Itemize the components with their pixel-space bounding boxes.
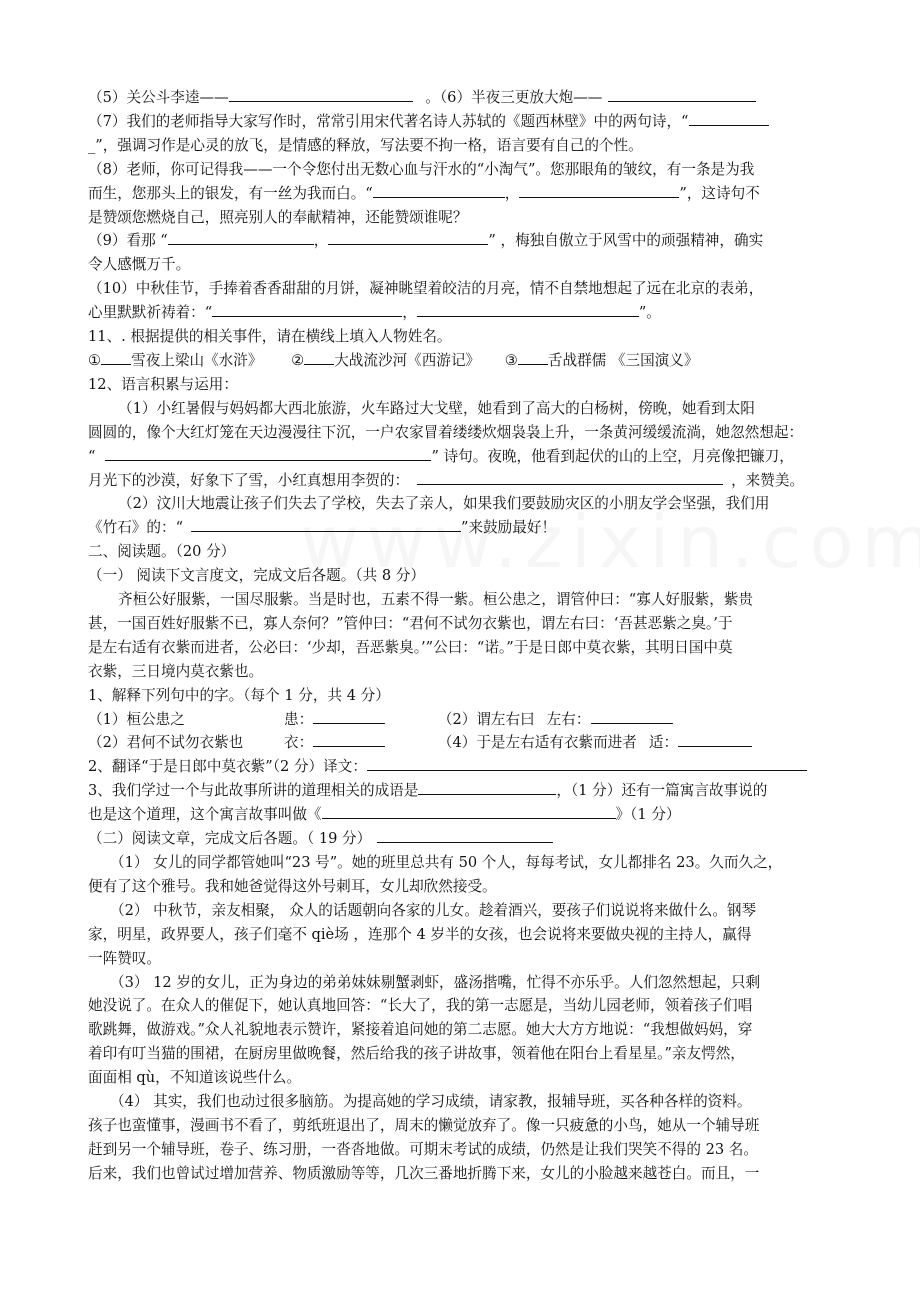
q8-blank-1[interactable]	[373, 183, 505, 198]
question-10-line2	[88, 301, 840, 325]
e1c-key: 衣：	[284, 734, 314, 752]
e3-text-b: 也是这个道理，这个寓言故事叫做《	[88, 806, 322, 824]
q12-2-blank[interactable]	[191, 517, 461, 532]
q5-text: （5）关公斗李逵——	[88, 89, 229, 106]
q8-blank-2[interactable]	[519, 183, 679, 198]
question-11: 11、. 根据提供的相关事件，请在横线上填入人物姓名。	[88, 328, 452, 346]
reading-p2-line3: 一阵赞叹。	[88, 949, 161, 967]
q8-text: 而生，您那头上的银发，有一丝为我而白。“	[88, 184, 373, 202]
question-12: 12、语言积累与运用：	[88, 375, 238, 393]
q7-blank-1[interactable]	[689, 111, 769, 126]
sec2-2-text: （二）阅读文章，完成文后各题。（ 19 分）	[88, 830, 372, 848]
reading-p1-line2: 便有了这个雅号。我和她爸觉得这外号刺耳，女儿却欣然接受。	[88, 877, 497, 895]
q10-text-end: ”。	[638, 304, 661, 322]
question-12-2-line2	[88, 516, 840, 540]
exercise-3-line1	[88, 779, 840, 803]
q10-blank-2[interactable]	[417, 302, 639, 317]
question-12-1-line3	[88, 445, 840, 469]
q12-1-blank-1[interactable]	[105, 446, 431, 461]
e1b-text: （2）谓左右曰	[437, 710, 535, 728]
question-9-line1	[88, 229, 840, 253]
question-12-1-line4	[88, 469, 840, 493]
e3-text-end: ，（1 分）还有一篇寓言故事说的	[556, 782, 768, 800]
section-2-part-1-title: （一） 阅读下文言度文，完成文后各题。（共 8 分）	[88, 567, 425, 585]
question-5-6	[88, 86, 840, 110]
exercise-2	[88, 755, 840, 779]
e1a-key: 患：	[284, 710, 314, 728]
reading-p2-line2: 家，明星，政界要人，孩子们毫不 qiè场 ，连那个 4 岁半的女孩，也会说将来要做央视的主持人，赢得	[88, 925, 752, 943]
q6-blank[interactable]	[608, 87, 756, 102]
q5-blank[interactable]	[229, 87, 413, 102]
q9-comma: ，	[313, 232, 329, 250]
question-7-line1	[88, 110, 840, 134]
classical-text-line3: 是左右适有衣紫而进者，公必曰：‘少却，吾恶紫臭。’”公曰：“诺。”于是日郎中莫衣紫，其明日国中莫	[88, 638, 733, 656]
question-12-1-line1: （1）小红暑假与妈妈都大西北旅游，火车路过大戈壁，她看到了高大的白杨树，傍晚，她看到太阳	[118, 399, 755, 417]
e1a-text: （1）桓公患之	[88, 710, 185, 728]
e1d-blank[interactable]	[678, 732, 752, 747]
q7-blank-2[interactable]: _	[88, 136, 96, 154]
q12-2-text-end: ”来鼓励最好！	[461, 519, 557, 537]
reading-p2-line1: （2） 中秋节，亲友相聚， 众人的话题朝向各家的儿女。趁着酒兴，要孩子们说说将来做什么。钢琴	[110, 901, 757, 919]
q9-blank-1[interactable]	[168, 230, 314, 245]
question-8-line3: 是赞颂您燃烧自己，照亮别人的奉献精神，还能赞颂谁呢？	[88, 208, 468, 226]
reading-p4-line1: （4） 其实，我们也动过很多脑筋。为提高她的学习成绩，请家教，报辅导班，买各种各样的资料。	[110, 1093, 752, 1111]
reading-p3-line3: 歌跳舞，做游戏。”众人礼貌地表示赞许，紧接着追问她的第二志愿。她大大方方地说：“我想做妈妈，穿	[88, 1021, 753, 1039]
classical-text-line1: 齐桓公好服紫，一国尽服紫。当是时也，五素不得一紫。桓公患之，谓管仲曰：“寡人好服紫，紫贵	[118, 591, 753, 609]
e3-blank-2[interactable]	[322, 804, 616, 819]
reading-p4-line2: 孩子也蛮懂事，漫画书不看了，剪纸班退出了，周末的懒觉放弃了。像一只疲惫的小鸟，她从一个辅导班	[88, 1116, 760, 1134]
q11-blank-1[interactable]	[101, 350, 131, 365]
exercise-3-line2	[88, 803, 840, 827]
q7-text-2: ”，强调习作是心灵的放飞，是情感的释放，写法要不拘一格，语言要有自己的个性。	[95, 136, 643, 154]
e3-text: 3、我们学过一个与此故事所讲的道理相关的成语是	[88, 782, 419, 800]
question-9-line2: 令人感慨万千。	[88, 256, 191, 274]
e3-text-b-end: 》（1 分）	[615, 806, 681, 824]
q8-text-end: ”，这诗句不	[679, 184, 760, 202]
q12-2-text: 《竹石》的：“	[88, 519, 184, 537]
q12-1-blank-2[interactable]	[417, 470, 723, 485]
question-12-2-line1: （2）汶川大地震让孩子们失去了学校，失去了亲人，如果我们要鼓励灾区的小朋友学会坚强，我们用	[118, 495, 770, 513]
q11-blank-3[interactable]	[518, 350, 548, 365]
q11-item-3-text: 舌战群儒 《三国演义》	[547, 351, 699, 369]
q6-text: 。（6）半夜三更放大炮——	[425, 89, 603, 106]
q12-1-text-d: 月光下的沙漠，好象下了雪，小红真想用李贺的：	[88, 471, 410, 489]
q9-blank-2[interactable]	[328, 230, 488, 245]
q9-text-end: ” ，梅独自傲立于风雪中的顽强精神，确实	[488, 232, 764, 250]
question-8-line1: （8）老师，你可记得我——一个令您付出无数心血与汗水的“小淘气”。您那眼角的皱纹，有一条是为我	[88, 160, 755, 178]
classical-text-line2: 甚，一国百姓好服紫不已，寡人奈何？”管仲曰：“君何不试勿衣紫也，谓左右曰：‘吾甚恶紫之臭。’于	[88, 614, 733, 632]
reading-p3-line1: （3） 12 岁的女儿，正为身边的弟弟妹妹剔蟹剥虾，盛汤揩嘴，忙得不亦乐乎。人们忽然想起，只剩	[110, 973, 761, 991]
reading-p4-line3: 赶到另一个辅导班，卷子、练习册，一沓沓地做。可期末考试的成绩，仍然是让我们哭笑不得的 23 名。	[88, 1140, 758, 1158]
e1a-blank[interactable]	[313, 709, 385, 724]
q10-comma: ，	[402, 304, 417, 322]
document-page	[88, 86, 840, 1186]
exercise-1-row1	[88, 708, 840, 732]
reading-p1-line1: （1） 女儿的同学都管她叫“23 号”。她的班里总共有 50 个人，每每考试，女儿都排名 23。久而久之，	[110, 854, 783, 871]
q11-item-2-num: ②	[291, 351, 305, 369]
e1b-key: 左右：	[546, 710, 591, 728]
e1c-blank[interactable]	[313, 732, 385, 747]
reading-p3-line2: 她没说了。在众人的催促下，她认真地回答：“长大了，我的第一志愿是，当幼儿园老师，领着孩子们唱	[88, 997, 753, 1015]
e2-text: 2、翻译“于是日郎中莫衣紫”（2 分）译文：	[88, 758, 367, 776]
q8-comma: ，	[504, 184, 520, 202]
question-8-line2	[88, 182, 840, 206]
e1c-text: （2）君何不试勿衣紫也	[88, 734, 244, 752]
q11-item-2-text: 大战流沙河《西游记》	[334, 351, 481, 369]
reading-p3-line4: 着印有叮当猫的围裙，在厨房里做晚餐，然后给我的孩子讲故事，领着他在阳台上看星星。”亲友愕然，	[88, 1045, 745, 1063]
q7-text: （7）我们的老师指导大家写作时，常常引用宋代著名诗人苏轼的《题西林壁》中的两句诗，“	[88, 112, 689, 130]
q11-item-1-num: ①	[88, 351, 102, 369]
question-10-line1: （10）中秋佳节，手捧着香香甜甜的月饼，凝神眺望着皎洁的月亮，情不自禁地想起了远在北京的表弟，	[88, 280, 764, 298]
exercise-1: 1、解释下列句中的字。（每个 1 分，共 4 分）	[88, 686, 390, 704]
classical-text-line4: 衣紫，三日境内莫衣紫也。	[88, 662, 264, 680]
q12-1-quote: “	[88, 447, 96, 465]
exercise-1-row2	[88, 731, 840, 755]
q10-text: 心里默默祈祷着：“	[88, 304, 213, 322]
sec2-2-blank[interactable]	[377, 828, 553, 843]
q11-item-3-num: ③	[504, 351, 518, 369]
question-7-line2	[88, 134, 840, 158]
question-12-1-line2: 圆圆的，像个大红灯笼在天边漫漫往下沉，一户农家冒着缕缕炊烟袅袅上升，一条黄河缓缓流淌，她忽然想起：	[88, 423, 804, 441]
section-2-part-2-title	[88, 827, 840, 851]
e1d-key: 适：	[648, 734, 679, 752]
q12-1-text-end: ” 诗句。夜晚，他看到起伏的山的上空，月亮像把镰刀，	[431, 447, 794, 465]
q10-blank-1[interactable]	[212, 302, 402, 317]
e2-blank[interactable]	[367, 756, 807, 771]
q11-item-1-text: 雪夜上梁山《水浒》	[131, 351, 263, 369]
q9-text: （9）看那 “	[88, 232, 168, 250]
section-2-title: 二、阅读题。（20 分）	[88, 543, 236, 561]
q12-1-text-d-end: ，来赞美。	[731, 471, 805, 489]
e1b-blank[interactable]	[591, 709, 673, 724]
q11-blank-2[interactable]	[304, 350, 334, 365]
reading-p4-line4: 后来，我们也曾试过增加营养、物质激励等等，几次三番地折腾下来，女儿的小脸越来越苍白。而且，一	[88, 1164, 760, 1182]
e1d-text: （4）于是左右适有衣紫而进者	[437, 734, 637, 752]
e3-blank-1[interactable]	[418, 780, 556, 795]
question-11-items	[88, 349, 840, 373]
reading-p3-line5: 面面相 qù，不知道该说些什么。	[88, 1069, 302, 1087]
